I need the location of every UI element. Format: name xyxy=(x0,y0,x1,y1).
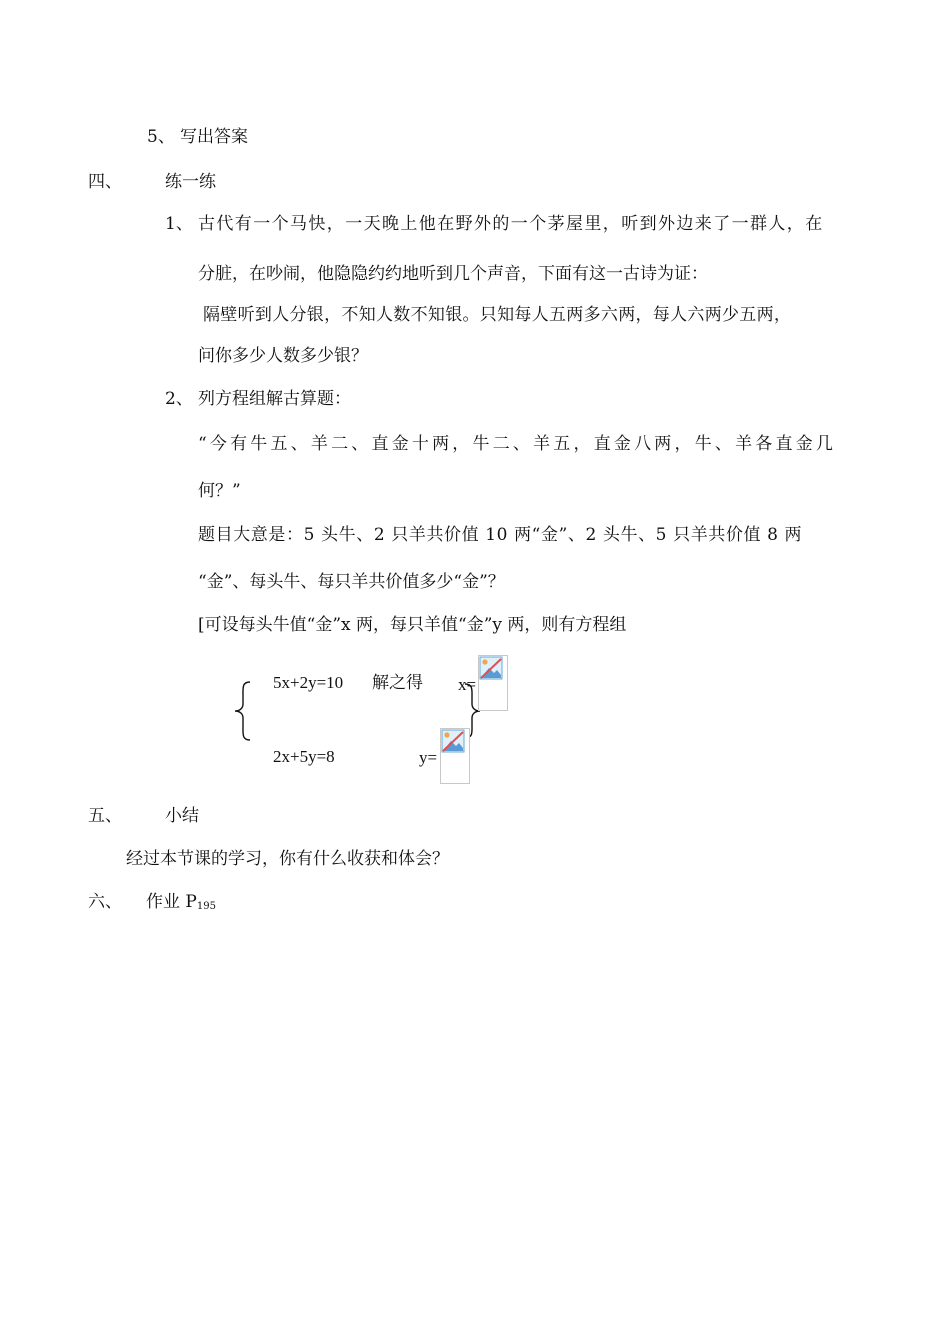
step-5-text: 写出答案 xyxy=(180,127,248,147)
section-6-title xyxy=(146,891,216,918)
section-4-title: 练一练 xyxy=(165,172,216,192)
exercise-1-line-2: 分脏，在吵闹，他隐隐约约地听到几个声音，下面有这一古诗为证： xyxy=(198,264,708,284)
y-value-image xyxy=(440,728,470,784)
section-6-number: 六、 xyxy=(88,892,122,912)
section-4-number: 四、 xyxy=(88,172,122,192)
solve-label: 解之得 xyxy=(372,673,423,693)
exercise-2-quote-line-2: 何？” xyxy=(198,481,241,501)
y-label: y= xyxy=(419,748,438,767)
exercise-2-meaning-line-1: 题目大意是：5 头牛、2 只羊共价值 10 两“金”、2 头牛、5 只羊共价值 8 两 xyxy=(198,525,803,545)
equation-1: 5x+2y=10 xyxy=(273,673,344,692)
x-value-image xyxy=(478,655,508,711)
exercise-1-number: 1、 xyxy=(165,214,193,234)
homework-label: 作业 P xyxy=(146,892,197,912)
exercise-2-number: 2、 xyxy=(165,389,193,409)
homework-page-number: 195 xyxy=(196,901,216,912)
broken-image-icon xyxy=(441,729,465,753)
step-5-number: 5、 xyxy=(147,127,175,147)
section-5-title: 小结 xyxy=(165,806,199,826)
exercise-1-line-1: 古代有一个马快，一天晚上他在野外的一个茅屋里，听到外边来了一群人，在 xyxy=(198,214,824,234)
section-5-text: 经过本节课的学习，你有什么收获和体会？ xyxy=(126,849,449,869)
exercise-2-quote-line-1: “今有牛五、羊二、直金十两，牛二、羊五，直金八两，牛、羊各直金几 xyxy=(198,434,837,454)
exercise-2-title: 列方程组解古算题： xyxy=(198,389,351,409)
exercise-2-meaning-line-2: “金”、每头牛、每只羊共价值多少“金”？ xyxy=(198,572,505,592)
x-label: x= xyxy=(458,675,477,694)
equation-2: 2x+5y=8 xyxy=(273,747,335,766)
exercise-1-question: 问你多少人数多少银？ xyxy=(198,346,368,366)
exercise-2-hint: [可设每头牛值“金”x 两，每只羊值“金”y 两，则有方程组 xyxy=(198,615,627,635)
exercise-1-poem: 隔壁听到人分银，不知人数不知银。只知每人五两多六两，每人六两少五两， xyxy=(203,305,792,325)
section-5-number: 五、 xyxy=(88,806,122,826)
broken-image-icon xyxy=(479,656,503,680)
left-brace-icon xyxy=(232,680,254,742)
